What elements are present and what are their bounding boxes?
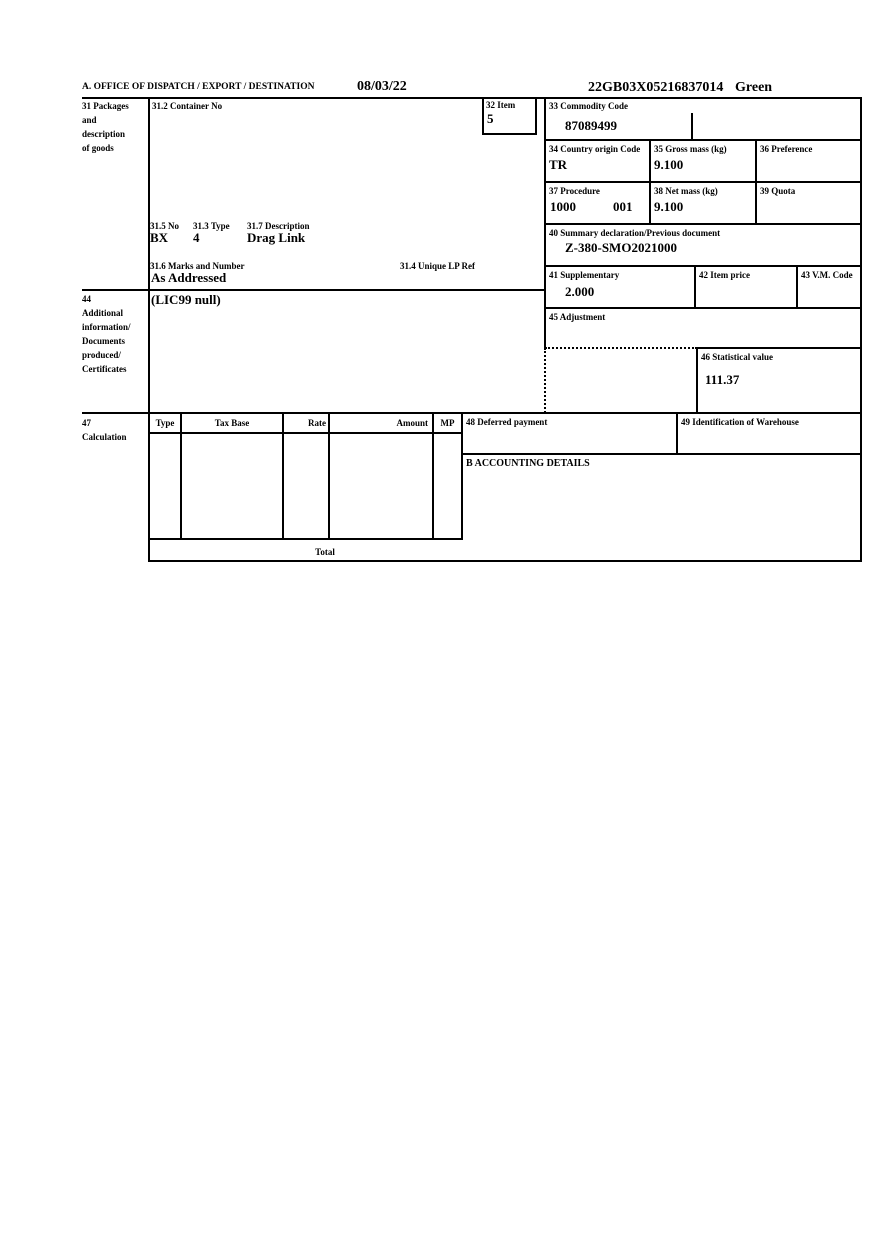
procedure-value-2: 001	[613, 199, 633, 214]
declaration-date: 08/03/22	[357, 79, 407, 94]
calc-header-bottom-border	[148, 432, 463, 434]
procedure-value-1: 1000	[550, 199, 576, 214]
border-left	[148, 97, 150, 562]
commodity-code-value: 87089499	[565, 118, 617, 133]
warehouse-id-label: 49 Identification of Warehouse	[681, 417, 799, 427]
dotted-horizontal-line	[545, 347, 697, 349]
box44-label: 44 Additional information/ Documents produced/ Certificates	[82, 294, 131, 374]
calc-col-amount: Amount	[396, 418, 428, 428]
deferred-payment-label: 48 Deferred payment	[466, 417, 548, 427]
marks-number-value: As Addressed	[151, 270, 227, 285]
summary-declaration-value: Z-380-SMO2021000	[565, 240, 677, 255]
item-number-label: 32 Item	[486, 100, 516, 110]
packages-type-label: 31.3 Type	[193, 221, 230, 231]
divider-34-35	[649, 141, 651, 225]
goods-description-value: Drag Link	[247, 230, 306, 245]
divider-31-44	[82, 289, 545, 291]
item-price-label: 42 Item price	[699, 270, 750, 280]
vm-code-label: 43 V.M. Code	[801, 270, 853, 280]
divider-48-49	[676, 413, 678, 455]
net-mass-value: 9.100	[654, 199, 684, 214]
country-origin-label: 34 Country origin Code	[549, 144, 641, 154]
accounting-details-label: B ACCOUNTING DETAILS	[466, 458, 590, 469]
row48-bottom-border	[462, 453, 862, 455]
divider-41-42	[694, 267, 696, 309]
border-top	[82, 97, 862, 99]
item-number-value: 5	[487, 111, 494, 126]
commodity-code-label: 33 Commodity Code	[549, 101, 628, 111]
marks-number-label: 31.6 Marks and Number	[150, 261, 245, 271]
goods-description-label: 31.7 Description	[247, 221, 310, 231]
divider-35-36	[755, 141, 757, 225]
gross-mass-value: 9.100	[654, 157, 684, 172]
calc-col-type: Type	[155, 418, 175, 428]
summary-declaration-label: 40 Summary declaration/Previous document	[549, 228, 721, 238]
box47-label: 47 Calculation	[82, 418, 127, 442]
net-mass-label: 38 Net mass (kg)	[654, 186, 718, 196]
row37-bottom-border	[545, 223, 862, 225]
supplementary-label: 41 Supplementary	[549, 270, 620, 280]
additional-info-value: (LIC99 null)	[151, 292, 221, 307]
divider-42-43	[796, 267, 798, 309]
office-of-dispatch-label: A. OFFICE OF DISPATCH / EXPORT / DESTINATION	[82, 82, 315, 92]
calc-total-label: Total	[315, 547, 335, 557]
quota-label: 39 Quota	[760, 186, 796, 196]
row34-bottom-border	[545, 181, 862, 183]
dotted-vertical-line	[544, 348, 546, 413]
box33-bottom-border	[545, 139, 862, 141]
calc-col-mp: MP	[440, 418, 455, 428]
border-right	[860, 97, 862, 562]
container-no-label: 31.2 Container No	[152, 101, 223, 111]
routing-status: Green	[735, 80, 773, 95]
packages-no-label: 31.5 No	[150, 221, 179, 231]
statistical-value-label: 46 Statistical value	[701, 352, 773, 362]
box46-left-border	[696, 347, 698, 413]
unique-lp-ref-label: 31.4 Unique LP Ref	[400, 261, 476, 271]
box46-top-border	[697, 347, 862, 349]
box31-label: 31 Packages and description of goods	[82, 101, 129, 153]
procedure-label: 37 Procedure	[549, 186, 600, 196]
declaration-reference: 22GB03X05216837014	[588, 80, 724, 95]
row41-bottom-border	[545, 307, 862, 309]
adjustment-label: 45 Adjustment	[549, 312, 606, 322]
packages-type-value: 4	[193, 230, 200, 245]
preference-label: 36 Preference	[760, 144, 813, 154]
supplementary-value: 2.000	[565, 284, 595, 299]
country-origin-value: TR	[549, 157, 568, 172]
box40-bottom-border	[545, 265, 862, 267]
calc-col-rate: Rate	[308, 418, 326, 428]
gross-mass-label: 35 Gross mass (kg)	[654, 144, 727, 154]
calc-body-bottom-border	[148, 538, 463, 540]
statistical-value: 111.37	[705, 372, 740, 387]
calc-col-tax-base: Tax Base	[214, 418, 250, 428]
packages-no-value: BX	[150, 230, 169, 245]
commodity-code-divider	[691, 113, 693, 141]
